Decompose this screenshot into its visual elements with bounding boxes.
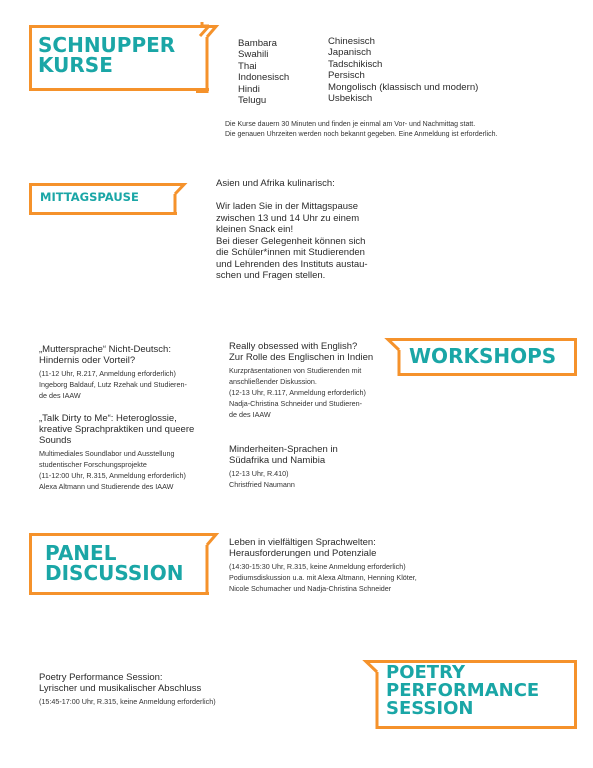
- workshop-detail: (11-12 Uhr, R.217, Anmeldung erforderlich): [39, 369, 176, 378]
- language-item: Hindi: [238, 83, 260, 95]
- workshop-detail: Christfried Naumann: [229, 480, 295, 489]
- workshop-detail: Kurzpräsentationen von Studierenden mit: [229, 366, 362, 375]
- heading-line: KURSE: [38, 53, 113, 77]
- workshop-title: Hindernis oder Vorteil?: [39, 355, 136, 366]
- workshop-detail: Ingeborg Baldauf, Lutz Rzehak und Studieren-: [39, 380, 187, 389]
- workshop-left-2: [39, 413, 194, 492]
- workshop-right-2: [229, 444, 338, 490]
- mittagspause-frame-right: [164, 182, 188, 218]
- panel-frame-right: [196, 532, 220, 598]
- language-item: Usbekisch: [328, 93, 373, 105]
- workshop-detail: Multimediales Soundlabor und Ausstellung: [39, 449, 175, 458]
- text-line: Wir laden Sie in der Mittagspause: [216, 201, 359, 212]
- panel-detail: (14:30-15:30 Uhr, R.315, keine Anmeldung erforderlich): [229, 562, 406, 571]
- panel-title: Herausforderungen und Potenziale: [229, 548, 377, 559]
- workshop-detail: de des IAAW: [39, 391, 81, 400]
- panel-title: Leben in vielfältigen Sprachwelten:: [229, 537, 376, 548]
- workshop-title: Zur Rolle des Englischen in Indien: [229, 352, 374, 363]
- poetry-heading: [386, 664, 539, 718]
- workshop-title: kreative Sprachpraktiken und queere: [39, 424, 195, 435]
- workshops-heading: WORKSHOPS: [409, 344, 557, 368]
- note-line: Die Kurse dauern 30 Minuten und finden je einmal am Vor- und Nachmittag statt.: [225, 121, 476, 128]
- text-line: die Schüler*innen mit Studierenden: [216, 247, 365, 258]
- workshop-detail: anschließender Diskussion.: [229, 377, 317, 386]
- language-item: Persisch: [328, 70, 365, 82]
- workshop-title: Sounds: [39, 435, 72, 446]
- poetry-text: [39, 672, 216, 707]
- schnupper-frame-right: [196, 24, 220, 94]
- poetry-frame-left: [362, 658, 386, 731]
- workshop-detail: Alexa Altmann und Studierende des IAAW: [39, 482, 174, 491]
- workshop-detail: Nadja-Christina Schneider und Studieren-: [229, 399, 363, 408]
- mittagspause-text: [216, 178, 368, 282]
- schnupper-heading: [38, 35, 175, 75]
- language-item: Tadschikisch: [328, 58, 383, 70]
- heading-line: PERFORMANCE: [386, 680, 540, 701]
- panel-heading: [45, 543, 183, 583]
- heading-line: DISCUSSION: [45, 561, 184, 585]
- language-item: Japanisch: [328, 47, 372, 59]
- workshop-title: Minderheiten-Sprachen in: [229, 444, 338, 455]
- text-line: zwischen 13 und 14 Uhr zu einem: [216, 212, 360, 224]
- poetry-title: Lyrischer und musikalischer Abschluss: [39, 683, 202, 694]
- language-list-1: [238, 38, 289, 106]
- workshop-detail: studentischer Forschungsprojekte: [39, 460, 147, 469]
- language-item: Mongolisch (klassisch und modern): [328, 81, 479, 93]
- language-list-2: [328, 36, 478, 104]
- language-item: Swahili: [238, 49, 269, 61]
- workshop-detail: de des IAAW: [229, 410, 271, 419]
- text-line: kleinen Snack ein!: [216, 224, 294, 235]
- heading-line: POETRY: [386, 662, 465, 683]
- panel-detail: Podiumsdiskussion u.a. mit Alexa Altmann, Henning Klöter,: [229, 573, 417, 582]
- text-line: Bei dieser Gelegenheit können sich: [216, 235, 366, 247]
- workshop-right-1: [229, 341, 373, 420]
- language-item: Bambara: [238, 38, 277, 49]
- workshop-detail: (12-13 Uhr, R.117, Anmeldung erforderlich): [229, 388, 366, 397]
- heading-line: SESSION: [386, 698, 474, 719]
- language-item: Indonesisch: [238, 72, 290, 84]
- workshop-left-1: [39, 344, 187, 401]
- language-item: Thai: [238, 60, 257, 72]
- workshop-title: Really obsessed with English?: [229, 341, 358, 352]
- workshops-frame-left: [384, 336, 408, 378]
- note-line: Die genauen Uhrzeiten werden noch bekannt gegeben. Eine Anmeldung ist erforderlich.: [225, 130, 498, 138]
- mittagspause-heading: MITTAGSPAUSE: [40, 190, 139, 204]
- panel-text: [229, 537, 417, 594]
- workshop-detail: (11-12:00 Uhr, R.315, Anmeldung erforderlich): [39, 471, 186, 480]
- heading-line: SCHNUPPER: [38, 33, 176, 57]
- schnupper-note: [225, 120, 497, 139]
- text-line: schen und Fragen stellen.: [216, 270, 326, 281]
- language-item: Chinesisch: [328, 36, 375, 47]
- text-line: und Lehrenden des Instituts austau-: [216, 258, 368, 270]
- workshop-detail: (12-13 Uhr, R.410): [229, 469, 289, 478]
- workshop-title: „Talk Dirty to Me“: Heteroglossie,: [39, 413, 177, 424]
- workshop-title: „Muttersprache“ Nicht-Deutsch:: [39, 344, 171, 355]
- poetry-title: Poetry Performance Session:: [39, 672, 163, 683]
- intro-line: Asien und Afrika kulinarisch:: [216, 178, 335, 189]
- poetry-detail: (15:45-17:00 Uhr, R.315, keine Anmeldung erforderlich): [39, 697, 216, 706]
- heading-line: PANEL: [45, 541, 117, 565]
- language-item: Telugu: [238, 95, 267, 107]
- panel-detail: Nicole Schumacher und Nadja-Christina Schneider: [229, 584, 392, 593]
- workshop-title: Südafrika und Namibia: [229, 455, 326, 466]
